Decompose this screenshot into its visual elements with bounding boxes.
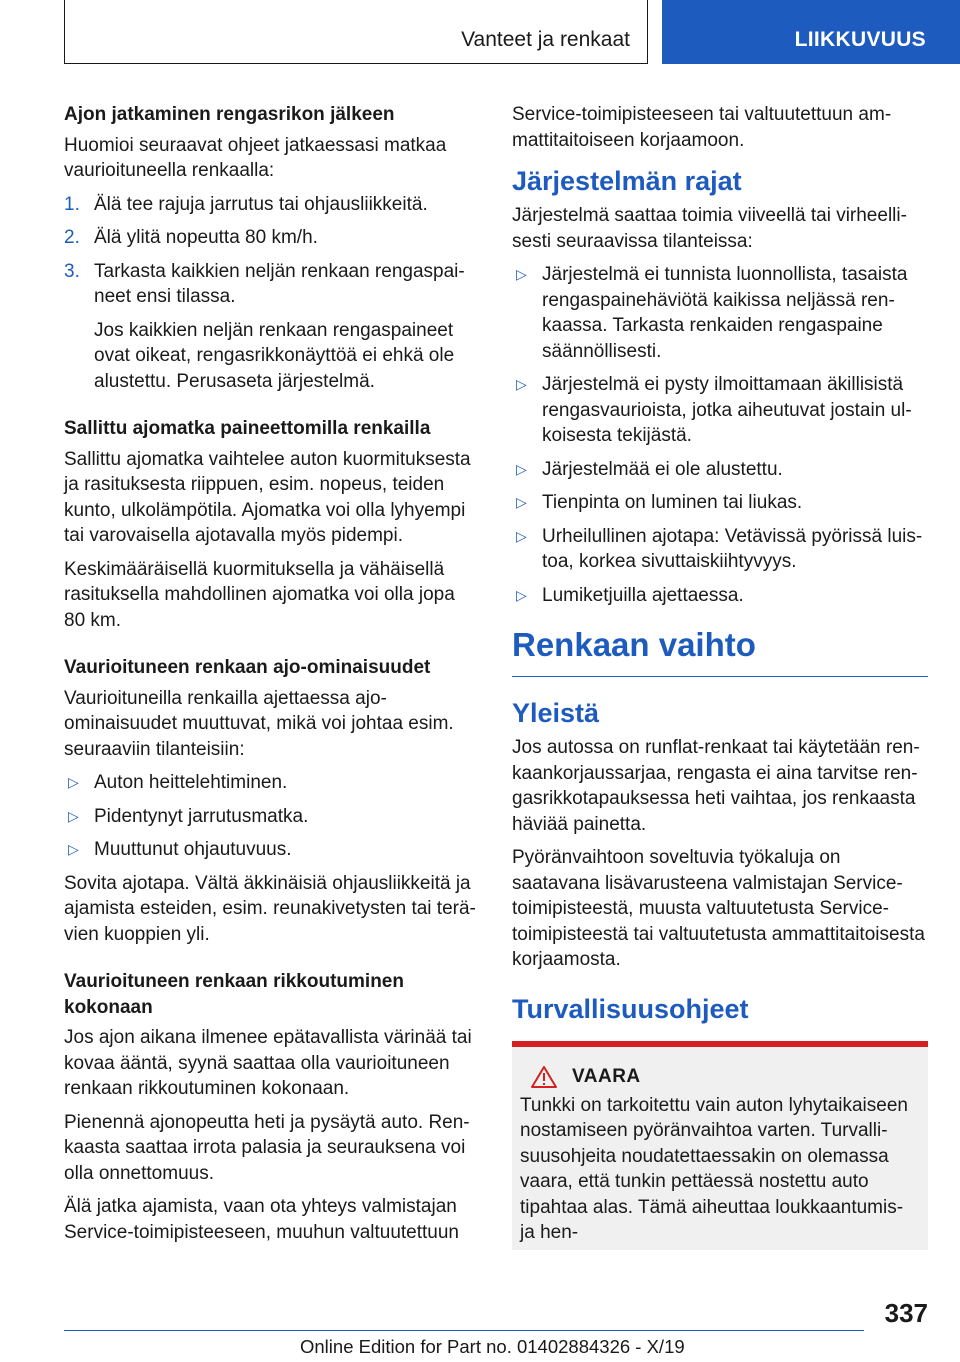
heading-general: Yleistä [512, 698, 600, 728]
list-item: ▷ Lumiketjuilla ajettaessa. [512, 583, 928, 609]
paragraph: Jos autossa on runflat-renkaat tai käytetään renkaankorjaussarjaa, rengasta ei aina tarvitse rengasrikkotapauksessa heti vaihtaa, jos renkaasta häviää painetta. [512, 737, 920, 835]
list-item: ▷ Järjestelmää ei ole alustettu. [512, 457, 928, 483]
paragraph: Sallittu ajomatka vaihtelee auton kuormituksesta ja rasituksesta riippuen, esim. nopeus, teiden kunto, ulkolämpötila. Ajomatka voi olla lyhyempi tai varovaisella ajotavalla myös pidempi. [64, 448, 471, 546]
triangle-bullet-icon: ▷ [516, 376, 527, 392]
heading-tire-change: Renkaan vaihto [512, 624, 928, 677]
paragraph: Service-toimipisteeseen tai valtuutettuun ammattitaitoiseen korjaamoon. [512, 104, 892, 151]
heading-system-limits: Järjestelmän rajat [512, 166, 742, 196]
paragraph: Järjestelmä saattaa toimia viiveellä tai virheellisesti seuraavissa tilanteissa: [512, 205, 907, 252]
paragraph: Jos ajon aikana ilmenee epätavallista värinää tai kovaa ääntä, syynä saattaa olla vaurioituneen renkaan rikkoutuminen kokonaan. [64, 1027, 472, 1099]
list-item: ▷ Järjestelmä ei pysty ilmoittamaan äkillisistä rengasvaurioista, jotka aiheutuvat jostain ulkoisesta tekijästä. [516, 374, 912, 446]
triangle-bullet-icon: ▷ [516, 586, 527, 603]
warning-title: VAARA [572, 1065, 641, 1087]
paragraph: Keskimääräisellä kuormituksella ja vähäisellä rasituksella mahdollinen ajomatka voi olla jopa 80 km. [64, 558, 455, 631]
bullet-list [512, 262, 928, 608]
list-item: ▷ Pidentynyt jarrutusmatka. [64, 804, 478, 830]
footer-edition: Online Edition for Part no. 01402884326 - X/19 [300, 1336, 685, 1357]
list-item: ▷ Muuttunut ohjautuvuus. [64, 837, 478, 863]
warning-triangle-icon [530, 1065, 558, 1089]
list-item: ▷ Järjestelmä ei tunnista luonnollista, tasaista rengaspainehäviötä kaikissa neljässä renkaassa. Tarkasta renkaiden rengaspaine säännöllisesti. [516, 264, 908, 362]
right-column [512, 102, 928, 1250]
triangle-bullet-icon: ▷ [516, 460, 527, 477]
triangle-bullet-icon: ▷ [516, 494, 527, 510]
header-chapter-tab: LIIKKUVUUS [662, 0, 960, 64]
list-item: ▷ Auton heittelehtiminen. [64, 770, 478, 796]
list-item-continuation: Jos kaikkien neljän renkaan rengaspaineet ovat oikeat, rengasrikkonäyttöä ei ehkä ole alustettu. Perusaseta järjestelmä. [94, 319, 455, 392]
left-column [64, 102, 478, 1253]
triangle-bullet-icon: ▷ [68, 841, 79, 857]
paragraph: Vaurioituneilla renkailla ajettaessa ajo-ominaisuudet muuttuvat, mikä voi johtaa esim. seuraaviin tilanteisiin: [64, 687, 454, 760]
numbered-list [64, 192, 478, 395]
subheading-driving-characteristics: Vaurioituneen renkaan ajo-ominaisuudet [64, 657, 431, 678]
warning-text: Tunkki on tarkoitettu vain auton lyhytaikaiseen nostamiseen pyöränvaihtoa varten. Turvallisuusohjeita noudatettaessakin on olemassa vaara, että tunkin pettäessä nostettu auto tipahtaa alas. Tämä aiheuttaa loukkaantumis- ja hen- [520, 1094, 908, 1243]
heading-safety: Turvallisuusohjeet [512, 993, 749, 1024]
triangle-bullet-icon: ▷ [68, 774, 79, 790]
triangle-bullet-icon: ▷ [516, 266, 527, 282]
header-section-title: Vanteet ja renkaat [461, 28, 630, 51]
warning-header [520, 1065, 920, 1089]
page-number: 337 [884, 1298, 928, 1328]
bullet-list [64, 770, 478, 863]
paragraph: Älä jatka ajamista, vaan ota yhteys valmistajan Service-toimipisteeseen, muuhun valtuutettuun [64, 1196, 460, 1243]
paragraph: Pyöränvaihtoon soveltuvia työkaluja on saatavana lisävarusteena valmistajan Service-toimipisteestä, muusta valtuutetusta Service-toimipisteestä tai valtuutetusta ammattitaitoisesta korjaamosta. [512, 847, 925, 970]
paragraph: Pienennä ajonopeutta heti ja pysäytä auto. Renkaasta saattaa irrota palasia ja seurauksena voi olla onnettomuus. [64, 1111, 470, 1184]
subheading-range: Sallittu ajomatka paineettomilla renkailla [64, 418, 431, 439]
warning-box [512, 1041, 928, 1250]
list-item: 2. Älä ylitä nopeutta 80 km/h. [64, 227, 318, 248]
triangle-bullet-icon: ▷ [516, 527, 527, 544]
footer-divider [64, 1330, 864, 1331]
paragraph: Sovita ajotapa. Vältä äkkinäisiä ohjausliikkeitä ja ajamista esteiden, esim. reunakivetysten tai terävien kuoppien yli. [64, 872, 476, 945]
list-item: 3. Tarkasta kaikkien neljän renkaan rengaspaineet ensi tilassa. Jos kaikkien neljän renkaan rengaspaineet ovat oikeat, rengasrikkonäyttöä ei ehkä ole alustettu. Perusaseta järjestelmä. [64, 259, 478, 395]
paragraph: Huomioi seuraavat ohjeet jatkaessasi matkaa vaurioituneella renkaalla: [64, 134, 447, 181]
subheading-tire-destruction: Vaurioituneen renkaan rikkoutuminen kokonaan [64, 971, 404, 1018]
list-item: ▷ Urheilullinen ajotapa: Vetävissä pyörissä luistoa, korkea sivuttaiskiihtyvyys. [516, 525, 923, 572]
list-item: 1. Älä tee rajuja jarrutus tai ohjausliikkeitä. [64, 193, 428, 215]
triangle-bullet-icon: ▷ [68, 807, 79, 824]
subheading-continue-driving: Ajon jatkaminen rengasrikon jälkeen [64, 104, 395, 125]
list-item: ▷ Tienpinta on luminen tai liukas. [512, 490, 928, 516]
